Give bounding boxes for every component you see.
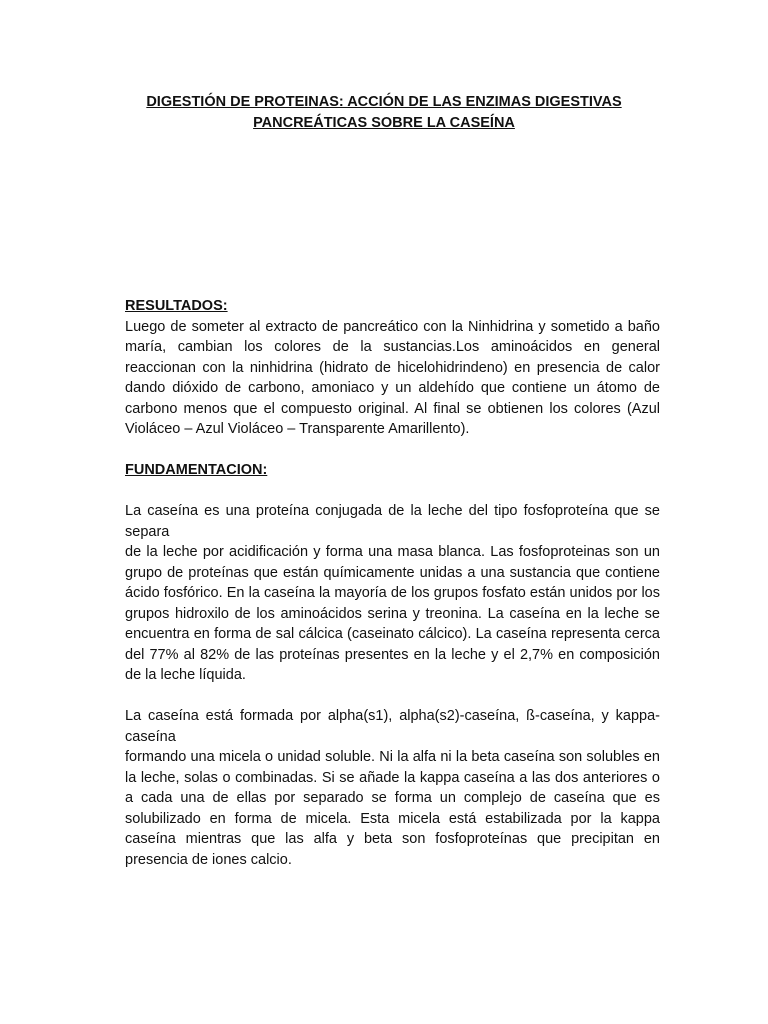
paragraph-fundamentacion-1b: de la leche por acidificación y forma una masa blanca. Las fosfoproteinas son un grupo de proteínas que están químicamente unidas a una sustancia que contiene ácido fosfórico. En la caseína la mayoría de los grupos fosfato están unidos por los grupos hidroxilo de los aminoácidos serina y treonina. La caseína en la leche se encuentra en forma de sal cálcica (caseinato cálcico). La caseína representa cerca del 77% al 82% de las proteínas presentes en la leche y el 2,7% en composición de la leche líquida. (125, 544, 660, 683)
title-line-2: PANCREÁTICAS SOBRE LA CASEÍNA (253, 115, 515, 131)
heading-resultados: RESULTADOS: (125, 298, 228, 314)
paragraph-resultados: Luego de someter al extracto de pancreático con la Ninhidrina y sometido a baño maría, cambian los colores de la sustancias.Los aminoácidos en general reaccionan con la ninhidrina (hidrato de hicelohidrindeno) en presencia de calor dando dióxido de carbono, amoniaco y un aldehído que contiene un átomo de carbono menos que el compuesto original. Al final se obtienen los colores (Azul Violáceo – Azul Violáceo – Transparente Amarillento). (125, 318, 660, 437)
paragraph-fundamentacion-1a: La caseína es una proteína conjugada de la leche del tipo fosfoproteína que se separa (125, 503, 660, 540)
paragraph-fundamentacion-2a: La caseína está formada por alpha(s1), alpha(s2)-caseína, ß-caseína, y kappa-caseína (125, 708, 660, 745)
section-resultados (125, 296, 660, 440)
title-line-1: DIGESTIÓN DE PROTEINAS: ACCIÓN DE LAS ENZIMAS DIGESTIVAS (146, 94, 622, 110)
section-fundamentacion (125, 460, 660, 870)
paragraph-fundamentacion-2b: formando una micela o unidad soluble. Ni la alfa ni la beta caseína son solubles en la leche, solas o combinadas. Si se añade la kappa caseína a las dos anteriores o a cada una de ellas por separado se forma un complejo de caseína que es solubilizado en forma de micela. Esta micela está estabilizada por la kappa caseína mientras que las alfa y beta son fosfoproteínas que precipitan en presencia de iones calcio. (125, 749, 660, 868)
document-title (110, 92, 658, 134)
heading-fundamentacion: FUNDAMENTACION: (125, 462, 268, 478)
